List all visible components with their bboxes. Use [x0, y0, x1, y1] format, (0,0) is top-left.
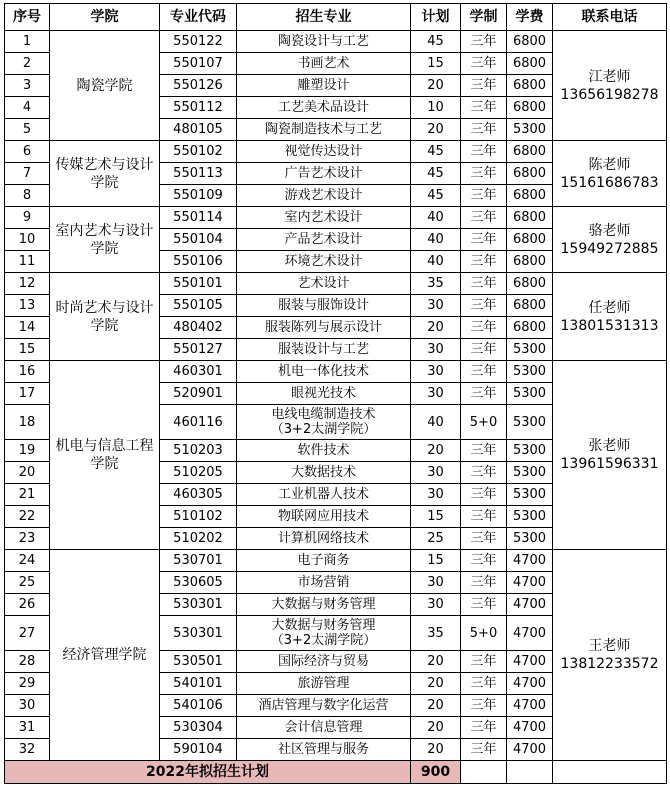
major-name	[237, 405, 411, 440]
major-name-text: 市场营销	[297, 575, 350, 590]
major-code: 550107	[160, 53, 237, 75]
major-name-text: 游戏艺术设计	[284, 188, 363, 203]
row-no: 18	[5, 405, 50, 440]
major-name	[237, 163, 411, 185]
study-duration: 三年	[461, 229, 507, 251]
major-code: 550102	[160, 141, 237, 163]
contact-cell	[553, 273, 667, 361]
row-no: 25	[5, 572, 50, 594]
tuition-fee: 4700	[507, 695, 553, 717]
plan-count: 30	[411, 572, 461, 594]
major-code: 550122	[160, 31, 237, 53]
row-no: 16	[5, 361, 50, 383]
plan-count: 20	[411, 651, 461, 673]
tuition-fee: 4700	[507, 717, 553, 739]
enrollment-plan-table	[4, 3, 667, 784]
tuition-fee: 4700	[507, 550, 553, 572]
major-code: 550126	[160, 75, 237, 97]
study-duration: 三年	[461, 53, 507, 75]
major-name-text: 机电一体化技术	[277, 364, 369, 379]
plan-count: 30	[411, 339, 461, 361]
study-duration: 三年	[461, 739, 507, 761]
plan-count: 20	[411, 673, 461, 695]
contact-phone: 13961596331	[560, 456, 659, 472]
major-code: 530701	[160, 550, 237, 572]
tuition-fee: 6800	[507, 317, 553, 339]
major-name	[237, 361, 411, 383]
row-no: 24	[5, 550, 50, 572]
plan-count: 30	[411, 295, 461, 317]
study-duration: 三年	[461, 462, 507, 484]
row-no: 12	[5, 273, 50, 295]
row-no: 11	[5, 251, 50, 273]
plan-count: 20	[411, 317, 461, 339]
contact-cell	[553, 361, 667, 550]
major-name-text: 工业机器人技术	[277, 487, 369, 502]
major-name	[237, 141, 411, 163]
row-no: 31	[5, 717, 50, 739]
major-name-text: 书画艺术	[297, 56, 350, 71]
major-code: 550113	[160, 163, 237, 185]
tuition-fee: 6800	[507, 75, 553, 97]
study-duration: 三年	[461, 339, 507, 361]
major-code: 550109	[160, 185, 237, 207]
table-row	[5, 141, 667, 163]
contact-teacher: 江老师	[588, 68, 631, 85]
major-name-text: 电线电缆制造技术	[271, 407, 376, 422]
tuition-fee: 6800	[507, 207, 553, 229]
major-name	[237, 673, 411, 695]
plan-count: 45	[411, 185, 461, 207]
major-name-text: 旅游管理	[297, 676, 350, 691]
major-code: 510202	[160, 528, 237, 550]
table-row	[5, 550, 667, 572]
tuition-fee: 5300	[507, 484, 553, 506]
major-name	[237, 295, 411, 317]
tuition-fee: 5300	[507, 462, 553, 484]
college-name: 室内艺术与设计学院	[50, 207, 160, 273]
college-name: 机电与信息工程学院	[50, 361, 160, 550]
row-no: 19	[5, 440, 50, 462]
major-code: 550105	[160, 295, 237, 317]
contact-cell	[553, 31, 667, 141]
study-duration: 三年	[461, 251, 507, 273]
plan-count: 45	[411, 141, 461, 163]
contact-teacher: 王老师	[588, 638, 631, 654]
plan-count: 45	[411, 163, 461, 185]
plan-count: 20	[411, 695, 461, 717]
study-duration: 三年	[461, 673, 507, 695]
major-code: 520901	[160, 383, 237, 405]
study-duration: 三年	[461, 185, 507, 207]
row-no: 23	[5, 528, 50, 550]
contact-cell	[553, 550, 667, 761]
header-contact: 联系电话	[553, 4, 667, 31]
study-duration: 三年	[461, 550, 507, 572]
college-name: 经济管理学院	[50, 550, 160, 761]
plan-count: 15	[411, 550, 461, 572]
tuition-fee: 4700	[507, 739, 553, 761]
major-name-text: 会计信息管理	[284, 720, 363, 735]
major-name-text: 服装与服饰设计	[277, 298, 369, 313]
row-no: 8	[5, 185, 50, 207]
plan-count: 30	[411, 361, 461, 383]
row-no: 26	[5, 594, 50, 616]
major-name-text: 软件技术	[297, 443, 350, 458]
contact-cell	[553, 207, 667, 273]
plan-count: 40	[411, 251, 461, 273]
tuition-fee: 5300	[507, 405, 553, 440]
college-name: 陶瓷学院	[50, 31, 160, 141]
study-duration: 三年	[461, 97, 507, 119]
major-code: 540101	[160, 673, 237, 695]
plan-count: 15	[411, 53, 461, 75]
major-name-text: 工艺美术品设计	[277, 100, 369, 115]
plan-count: 20	[411, 440, 461, 462]
plan-count: 45	[411, 31, 461, 53]
major-code: 510102	[160, 506, 237, 528]
row-no: 9	[5, 207, 50, 229]
tuition-fee: 6800	[507, 185, 553, 207]
major-name-text: 艺术设计	[297, 276, 350, 291]
plan-count: 40	[411, 229, 461, 251]
major-code: 530301	[160, 594, 237, 616]
plan-count: 30	[411, 383, 461, 405]
college-name: 时尚艺术与设计学院	[50, 273, 160, 361]
row-no: 21	[5, 484, 50, 506]
table-body	[5, 31, 667, 761]
tuition-fee: 6800	[507, 163, 553, 185]
major-name-text: 酒店管理与数字化运营	[258, 698, 389, 713]
major-code: 550114	[160, 207, 237, 229]
plan-count: 30	[411, 594, 461, 616]
major-code: 550106	[160, 251, 237, 273]
total-value: 900	[411, 761, 461, 784]
major-code: 530605	[160, 572, 237, 594]
tuition-fee: 6800	[507, 295, 553, 317]
header-code: 专业代码	[160, 4, 237, 31]
plan-count: 20	[411, 119, 461, 141]
row-no: 32	[5, 739, 50, 761]
tuition-fee: 5300	[507, 528, 553, 550]
major-name	[237, 484, 411, 506]
table-row	[5, 207, 667, 229]
plan-count: 30	[411, 484, 461, 506]
major-name-text: 陶瓷设计与工艺	[277, 34, 369, 49]
major-name	[237, 462, 411, 484]
major-name	[237, 339, 411, 361]
study-duration: 三年	[461, 484, 507, 506]
major-code: 460301	[160, 361, 237, 383]
study-duration: 5+0	[461, 405, 507, 440]
row-no: 7	[5, 163, 50, 185]
study-duration: 三年	[461, 273, 507, 295]
major-name	[237, 97, 411, 119]
study-duration: 三年	[461, 207, 507, 229]
major-name	[237, 616, 411, 651]
major-name	[237, 273, 411, 295]
plan-count: 15	[411, 506, 461, 528]
major-name-text: 大数据技术	[290, 465, 356, 480]
major-name-text: 大数据与财务管理	[271, 618, 376, 633]
plan-count: 20	[411, 717, 461, 739]
plan-count: 20	[411, 75, 461, 97]
row-no: 27	[5, 616, 50, 651]
tuition-fee: 4700	[507, 651, 553, 673]
row-no: 6	[5, 141, 50, 163]
contact-phone: 13656198278	[560, 86, 659, 103]
tuition-fee: 6800	[507, 273, 553, 295]
major-name	[237, 383, 411, 405]
major-name	[237, 695, 411, 717]
tuition-fee: 4700	[507, 673, 553, 695]
header-no: 序号	[5, 4, 50, 31]
plan-count: 35	[411, 273, 461, 295]
study-duration: 三年	[461, 528, 507, 550]
row-no: 4	[5, 97, 50, 119]
study-duration: 三年	[461, 572, 507, 594]
major-name	[237, 317, 411, 339]
major-code: 530301	[160, 616, 237, 651]
study-duration: 三年	[461, 31, 507, 53]
major-code: 480402	[160, 317, 237, 339]
contact-phone: 15161686783	[560, 174, 659, 191]
major-code: 530501	[160, 651, 237, 673]
study-duration: 三年	[461, 75, 507, 97]
total-blank-cell	[461, 761, 507, 784]
plan-count: 40	[411, 207, 461, 229]
major-name	[237, 739, 411, 761]
major-name-text: 眼视光技术	[290, 386, 356, 401]
row-no: 28	[5, 651, 50, 673]
major-name	[237, 31, 411, 53]
major-name	[237, 528, 411, 550]
major-code: 550112	[160, 97, 237, 119]
total-blank-cell	[507, 761, 553, 784]
major-name-text: 国际经济与贸易	[277, 654, 369, 669]
study-duration: 三年	[461, 695, 507, 717]
major-name-text: 环境艺术设计	[284, 254, 363, 269]
row-no: 10	[5, 229, 50, 251]
major-name	[237, 185, 411, 207]
major-name	[237, 440, 411, 462]
major-name	[237, 207, 411, 229]
tuition-fee: 5300	[507, 361, 553, 383]
major-code: 550104	[160, 229, 237, 251]
tuition-fee: 6800	[507, 251, 553, 273]
study-duration: 三年	[461, 440, 507, 462]
plan-count: 25	[411, 528, 461, 550]
tuition-fee: 6800	[507, 97, 553, 119]
tuition-fee: 4700	[507, 572, 553, 594]
total-row	[5, 761, 667, 784]
study-duration: 三年	[461, 506, 507, 528]
major-name-text: 广告艺术设计	[284, 166, 363, 181]
tuition-fee: 6800	[507, 141, 553, 163]
major-name	[237, 594, 411, 616]
row-no: 14	[5, 317, 50, 339]
major-name-text: 社区管理与服务	[277, 742, 369, 757]
major-name-text: 电子商务	[297, 553, 350, 568]
major-name-text: 雕塑设计	[297, 78, 350, 93]
plan-count: 35	[411, 616, 461, 651]
tuition-fee: 5300	[507, 440, 553, 462]
contact-phone: 13801531313	[560, 317, 659, 334]
table-row	[5, 361, 667, 383]
major-name	[237, 506, 411, 528]
major-name-text: 视觉传达设计	[284, 144, 363, 159]
contact-teacher: 任老师	[588, 299, 631, 316]
tuition-fee: 5300	[507, 506, 553, 528]
table-row	[5, 273, 667, 295]
study-duration: 5+0	[461, 616, 507, 651]
major-name-text: 服装设计与工艺	[277, 342, 369, 357]
row-no: 1	[5, 31, 50, 53]
study-duration: 三年	[461, 141, 507, 163]
major-code: 460305	[160, 484, 237, 506]
header-major: 招生专业	[237, 4, 411, 31]
major-code: 510203	[160, 440, 237, 462]
tuition-fee: 5300	[507, 119, 553, 141]
row-no: 17	[5, 383, 50, 405]
college-name: 传媒艺术与设计学院	[50, 141, 160, 207]
major-name	[237, 717, 411, 739]
tuition-fee: 6800	[507, 53, 553, 75]
major-name	[237, 229, 411, 251]
major-name	[237, 550, 411, 572]
plan-count: 10	[411, 97, 461, 119]
contact-phone: 13812233572	[560, 656, 659, 672]
contact-phone: 15949272885	[560, 240, 659, 257]
tuition-fee: 5300	[507, 339, 553, 361]
major-note-text: （3+2太湖学院）	[270, 422, 377, 437]
major-name-text: 物联网应用技术	[277, 509, 369, 524]
header-duration: 学制	[461, 4, 507, 31]
tuition-fee: 5300	[507, 383, 553, 405]
study-duration: 三年	[461, 651, 507, 673]
major-code: 480105	[160, 119, 237, 141]
major-name-text: 服装陈列与展示设计	[264, 320, 382, 335]
row-no: 2	[5, 53, 50, 75]
major-name	[237, 251, 411, 273]
major-code: 460116	[160, 405, 237, 440]
study-duration: 三年	[461, 163, 507, 185]
tuition-fee: 4700	[507, 616, 553, 651]
major-code: 550101	[160, 273, 237, 295]
major-name	[237, 572, 411, 594]
major-name	[237, 119, 411, 141]
major-name	[237, 53, 411, 75]
major-name-text: 产品艺术设计	[284, 232, 363, 247]
header-college: 学院	[50, 4, 160, 31]
header-row	[5, 4, 667, 31]
contact-teacher: 骆老师	[588, 222, 631, 239]
major-code: 540106	[160, 695, 237, 717]
plan-count: 40	[411, 405, 461, 440]
major-note-text: （3+2太湖学院）	[270, 633, 377, 648]
contact-teacher: 陈老师	[588, 156, 631, 173]
major-name	[237, 651, 411, 673]
study-duration: 三年	[461, 361, 507, 383]
row-no: 13	[5, 295, 50, 317]
total-blank-cell	[553, 761, 667, 784]
major-name-text: 室内艺术设计	[284, 210, 363, 225]
study-duration: 三年	[461, 594, 507, 616]
major-name-text: 计算机网络技术	[277, 531, 369, 546]
row-no: 22	[5, 506, 50, 528]
table-row	[5, 31, 667, 53]
major-name-text: 大数据与财务管理	[271, 597, 376, 612]
major-code: 550127	[160, 339, 237, 361]
tuition-fee: 4700	[507, 594, 553, 616]
total-label: 2022年拟招生计划	[5, 761, 411, 784]
major-code: 590104	[160, 739, 237, 761]
major-name	[237, 75, 411, 97]
tuition-fee: 6800	[507, 31, 553, 53]
header-plan: 计划	[411, 4, 461, 31]
contact-cell	[553, 141, 667, 207]
tuition-fee: 6800	[507, 229, 553, 251]
row-no: 15	[5, 339, 50, 361]
major-code: 510205	[160, 462, 237, 484]
contact-teacher: 张老师	[588, 438, 631, 454]
row-no: 29	[5, 673, 50, 695]
header-fee: 学费	[507, 4, 553, 31]
row-no: 30	[5, 695, 50, 717]
study-duration: 三年	[461, 119, 507, 141]
major-code: 530304	[160, 717, 237, 739]
major-name-text: 陶瓷制造技术与工艺	[264, 122, 382, 137]
plan-count: 30	[411, 462, 461, 484]
row-no: 5	[5, 119, 50, 141]
row-no: 3	[5, 75, 50, 97]
row-no: 20	[5, 462, 50, 484]
plan-count: 20	[411, 739, 461, 761]
study-duration: 三年	[461, 717, 507, 739]
study-duration: 三年	[461, 317, 507, 339]
study-duration: 三年	[461, 383, 507, 405]
study-duration: 三年	[461, 295, 507, 317]
